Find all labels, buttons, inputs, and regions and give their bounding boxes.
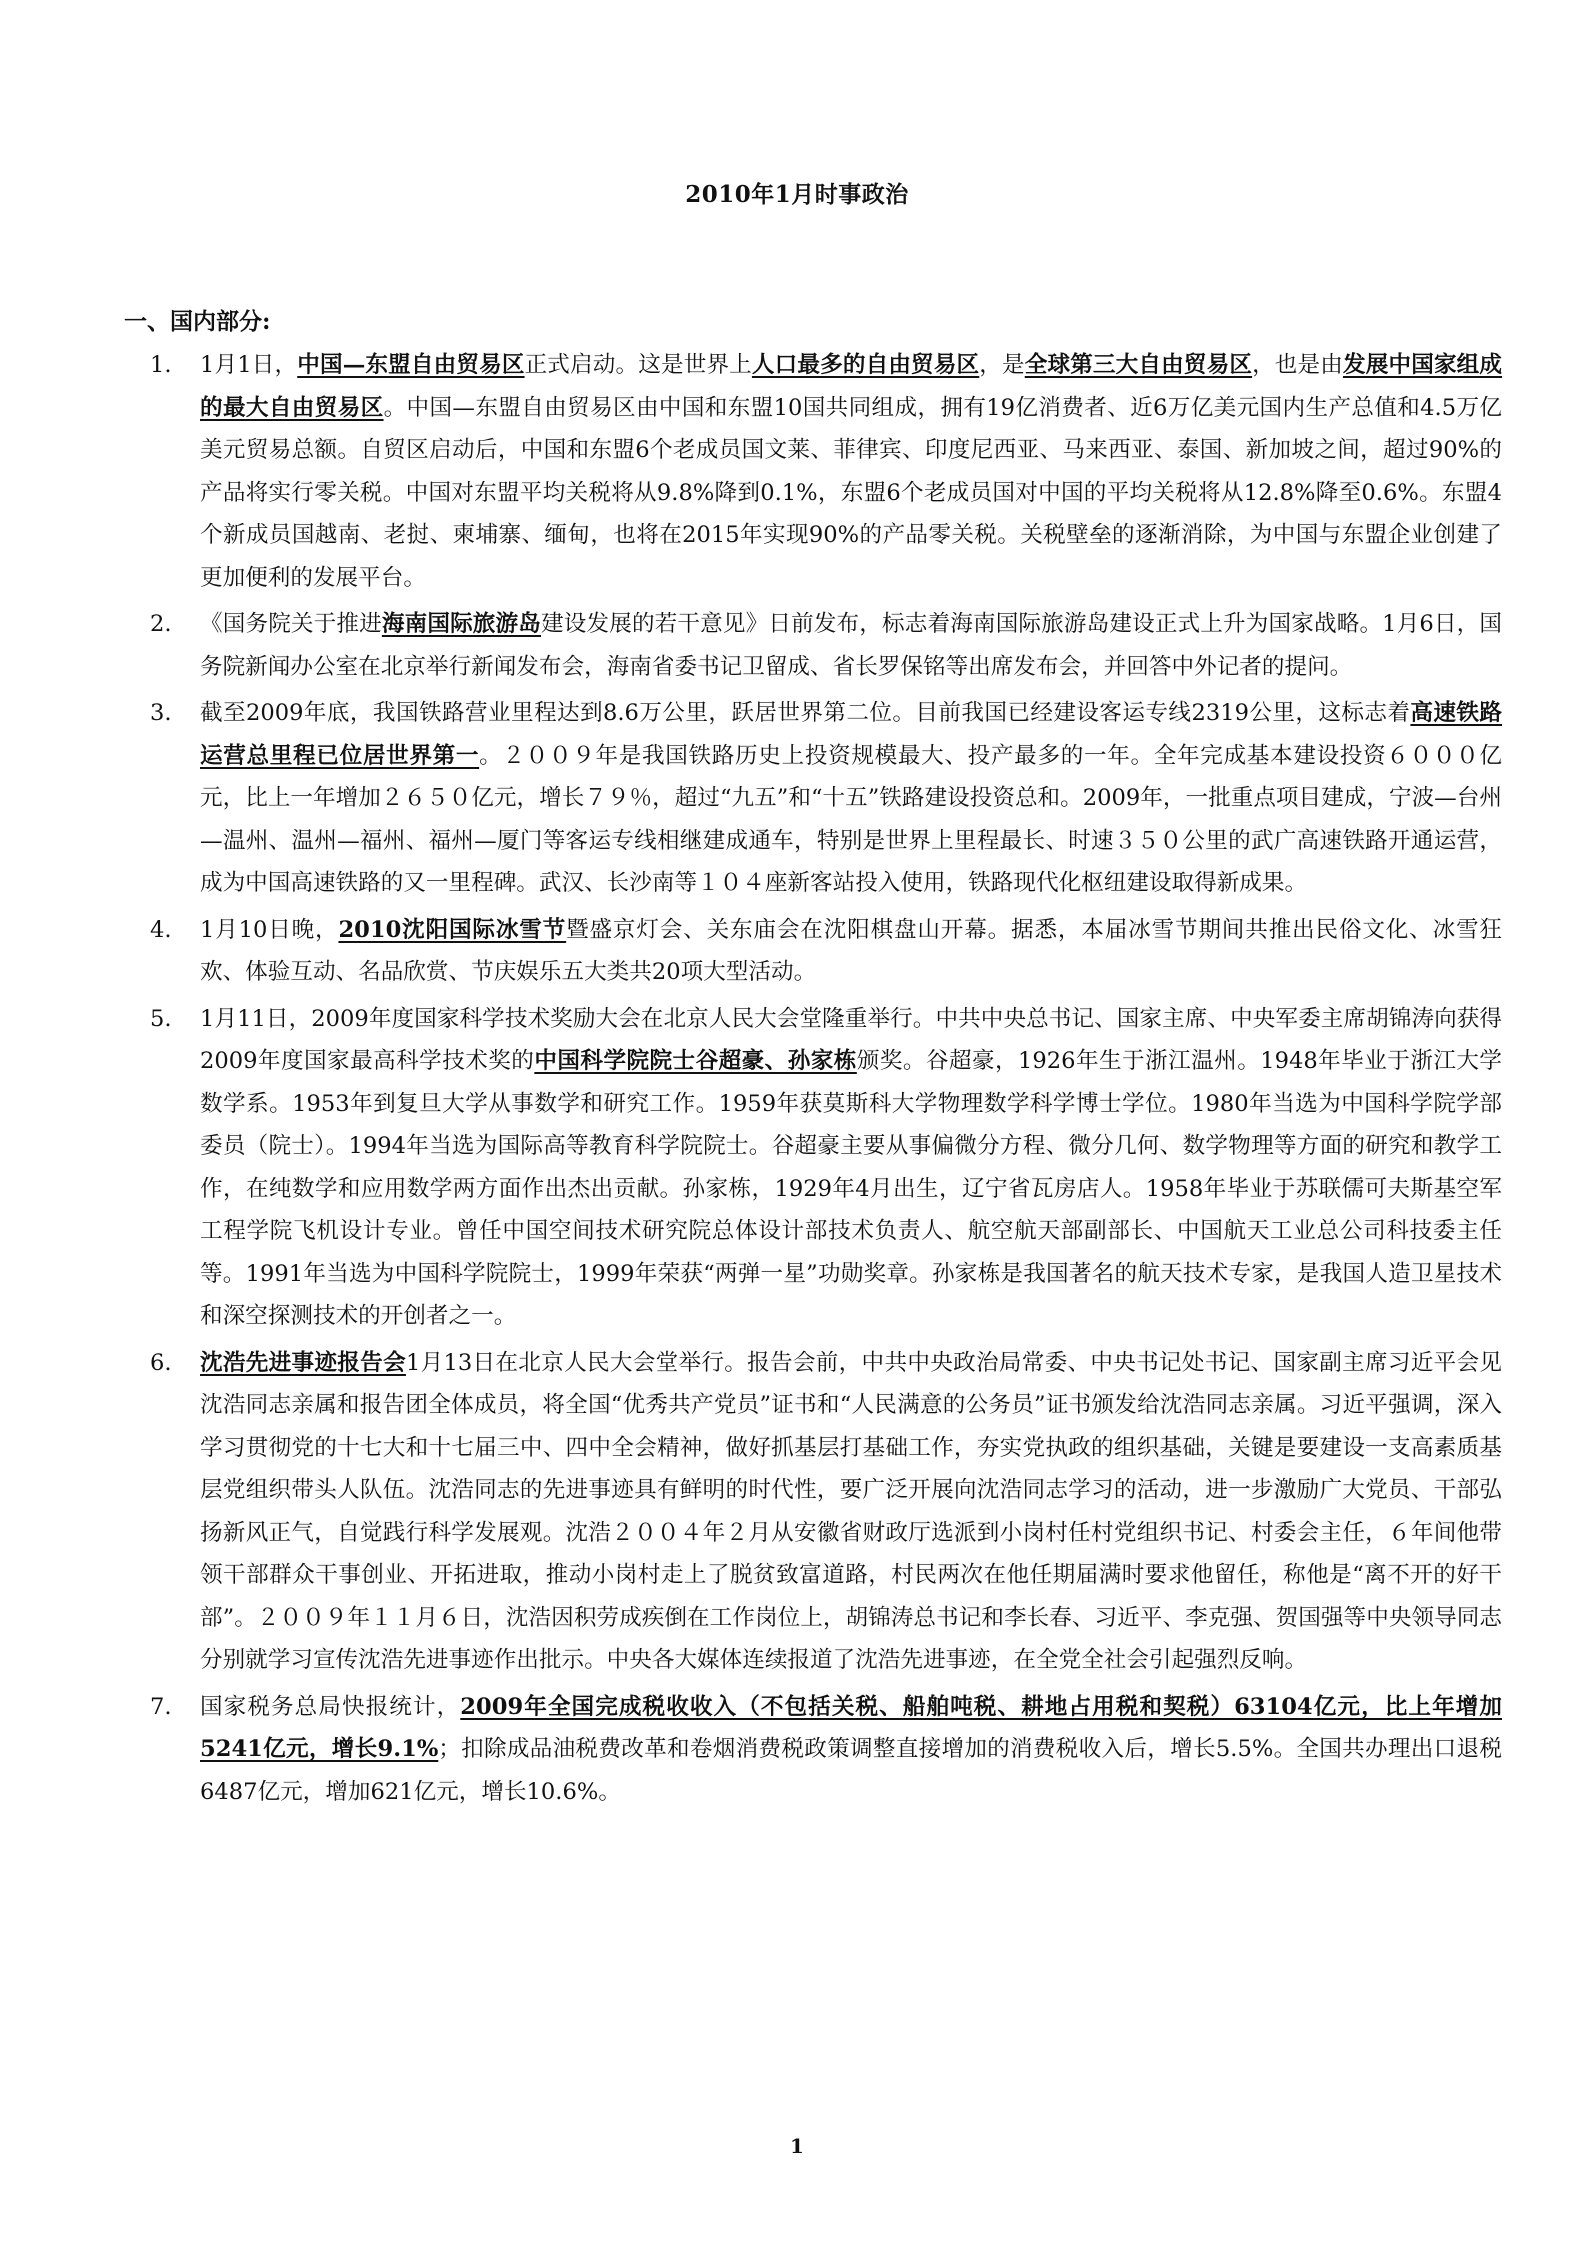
text-segment: 建设发展的若干意见》日前发布，标志着海南国际旅游岛建设正式上升为国家战略。1月6日，国务院新闻办公室在北京举行新闻发布会，海南省委书记卫留成、省长罗保铭等出席发布会，并回答中外记者的提问。 [200, 611, 1503, 680]
item-text [200, 1006, 1502, 1330]
news-item [150, 1342, 1502, 1682]
item-number: 3. [150, 700, 172, 726]
item-number: 4. [150, 916, 172, 943]
highlighted-text: 2010沈阳国际冰雪节 [338, 916, 567, 943]
news-item-list [150, 344, 1502, 1817]
news-item [150, 1686, 1502, 1814]
item-text [200, 917, 1502, 986]
text-segment: 《国务院关于推进 [200, 611, 382, 637]
item-text [200, 352, 1502, 591]
highlighted-text: 全球第三大自由贸易区 [1024, 352, 1253, 378]
item-number: 6. [150, 1349, 172, 1376]
highlighted-text: 中国科学院院士谷超豪、孙家栋 [534, 1048, 857, 1074]
text-segment: ，也是由 [1252, 352, 1344, 378]
text-segment: 1月10日晚， [200, 916, 339, 943]
highlighted-text: 海南国际旅游岛 [381, 611, 542, 637]
highlighted-text: 高速铁路运营总里程已位居世界第一 [200, 700, 1502, 769]
text-segment: 1月13日在北京人民大会堂举行。报告会前，中共中央政治局常委、中央书记处书记、国家副主席习近平会见沈浩同志亲属和报告团全体成员，将全国“优秀共产党员”证书和“人民满意的公务员”证书颁发给沈浩同志亲属。习近平强调，深入学习贯彻党的十七大和十七届三中、四中全会精神，做好抓基层打基础工作，夯实党执政的组织基础，关键是要建设一支高素质基层党组织带头人队伍。沈浩同志的先进事迹具有鲜明的时代性，要广泛开展向沈浩同志学习的活动，进一步激励广大党员、干部弘扬新风正气，自觉践行科学发展观。沈浩２００４年２月从安徽省财政厅选派到小岗村任村党组织书记、村委会主任，６年间他带领干部群众干事创业、开拓进取，推动小岗村走上了脱贫致富道路，村民两次在他任期届满时要求他留任，称他是“离不开的好干部”。２００９年１１月６日，沈浩因积劳成疾倒在工作岗位上，胡锦涛总书记和李长春、习近平、李克强、贺国强等中央领导同志分别就学习宣传沈浩先进事迹作出批示。中央各大媒体连续报道了沈浩先进事迹，在全党全社会引起强烈反响。 [200, 1349, 1503, 1673]
item-number: 1. [150, 352, 172, 378]
text-segment: 1月1日， [200, 352, 298, 378]
highlighted-text: 2009年全国完成税收收入（不包括关税、船舶吨税、耕地占用税和契税）63104亿元，比上年增加5241亿元，增长9.1% [200, 1693, 1502, 1762]
highlighted-text: 沈浩先进事迹报告会 [200, 1349, 406, 1376]
text-segment: 正式启动。这是世界上 [524, 352, 752, 378]
news-item [150, 344, 1502, 599]
news-item [150, 998, 1502, 1338]
item-number: 2. [150, 611, 172, 637]
item-text [200, 1694, 1502, 1805]
highlighted-text: 人口最多的自由贸易区 [751, 352, 980, 378]
item-text [200, 1350, 1502, 1674]
page-number: 1 [790, 2134, 804, 2158]
text-segment: 。２００９年是我国铁路历史上投资规模最大、投产最多的一年。全年完成基本建设投资６０００亿元，比上一年增加２６５０亿元，增长７９％，超过“九五”和“十五”铁路建设投资总和。2009年，一批重点项目建成，宁波—台州—温州、温州—福州、福州—厦门等客运专线相继建成通车，特别是世界上里程最长、时速３５０公里的武广高速铁路开通运营，成为中国高速铁路的又一里程碑。武汉、长沙南等１０４座新客站投入使用，铁路现代化枢纽建设取得新成果。 [200, 742, 1503, 896]
section-heading: 一、国内部分: [124, 308, 271, 335]
text-segment: 国家税务总局快报统计， [200, 1693, 461, 1720]
text-segment: 暨盛京灯会、关东庙会在沈阳棋盘山开幕。据悉，本届冰雪节期间共推出民俗文化、冰雪狂欢、体验互动、名品欣赏、节庆娱乐五大类共20项大型活动。 [200, 916, 1503, 985]
text-segment: 截至2009年底，我国铁路营业里程达到8.6万公里，跃居世界第二位。目前我国已经建设客运专线2319公里，这标志着 [200, 700, 1411, 726]
text-segment: 。中国—东盟自由贸易区由中国和东盟10国共同组成，拥有19亿消费者、近6万亿美元国内生产总值和4.5万亿美元贸易总额。自贸区启动后，中国和东盟6个老成员国文莱、菲律宾、印度尼西亚、马来西亚、泰国、新加坡之间，超过90%的产品将实行零关税。中国对东盟平均关税将从9.8%降到0.1%，东盟6个老成员国对中国的平均关税将从12.8%降至0.6%。东盟4个新成员国越南、老挝、柬埔寨、缅甸，也将在2015年实现90%的产品零关税。关税壁垒的逐渐消除，为中国与东盟企业创建了更加便利的发展平台。 [200, 394, 1502, 591]
highlighted-text: 中国—东盟自由贸易区 [297, 352, 525, 378]
news-item [150, 909, 1502, 994]
document-title: 2010年1月时事政治 [685, 181, 909, 208]
item-text [200, 611, 1502, 680]
item-number: 7. [150, 1693, 172, 1720]
news-item [150, 692, 1502, 905]
text-segment: 1月11日，2009年度国家科学技术奖励大会在北京人民大会堂隆重举行。中共中央总书记、国家主席、中央军委主席胡锦涛向获得2009年度国家最高科学技术奖的 [200, 1005, 1502, 1074]
item-number: 5. [150, 1005, 172, 1032]
highlighted-text: 发展中国家组成的最大自由贸易区 [200, 352, 1503, 421]
text-segment: 颁奖。谷超豪，1926年生于浙江温州。1948年毕业于浙江大学数学系。1953年到复旦大学从事数学和研究工作。1959年获莫斯科大学物理数学科学博士学位。1980年当选为中国科学院学部委员（院士）。1994年当选为国际高等教育科学院院士。谷超豪主要从事偏微分方程、微分几何、数学物理等方面的研究和教学工作，在纯数学和应用数学两方面作出杰出贡献。孙家栋，1929年4月出生，辽宁省瓦房店人。1958年毕业于苏联儒可夫斯基空军工程学院飞机设计专业。曾任中国空间技术研究院总体设计部技术负责人、航空航天部副部长、中国航天工业总公司科技委主任等。1991年当选为中国科学院院士，1999年荣获“两弹一星”功勋奖章。孙家栋是我国著名的航天技术专家，是我国人造卫星技术和深空探测技术的开创者之一。 [200, 1048, 1503, 1329]
item-text [200, 700, 1502, 896]
news-item [150, 603, 1502, 688]
text-segment: ，是 [979, 352, 1025, 378]
text-segment: ；扣除成品油税费改革和卷烟消费税政策调整直接增加的消费税收入后，增长5.5%。全国共办理出口退税6487亿元，增加621亿元，增长10.6%。 [200, 1736, 1502, 1805]
